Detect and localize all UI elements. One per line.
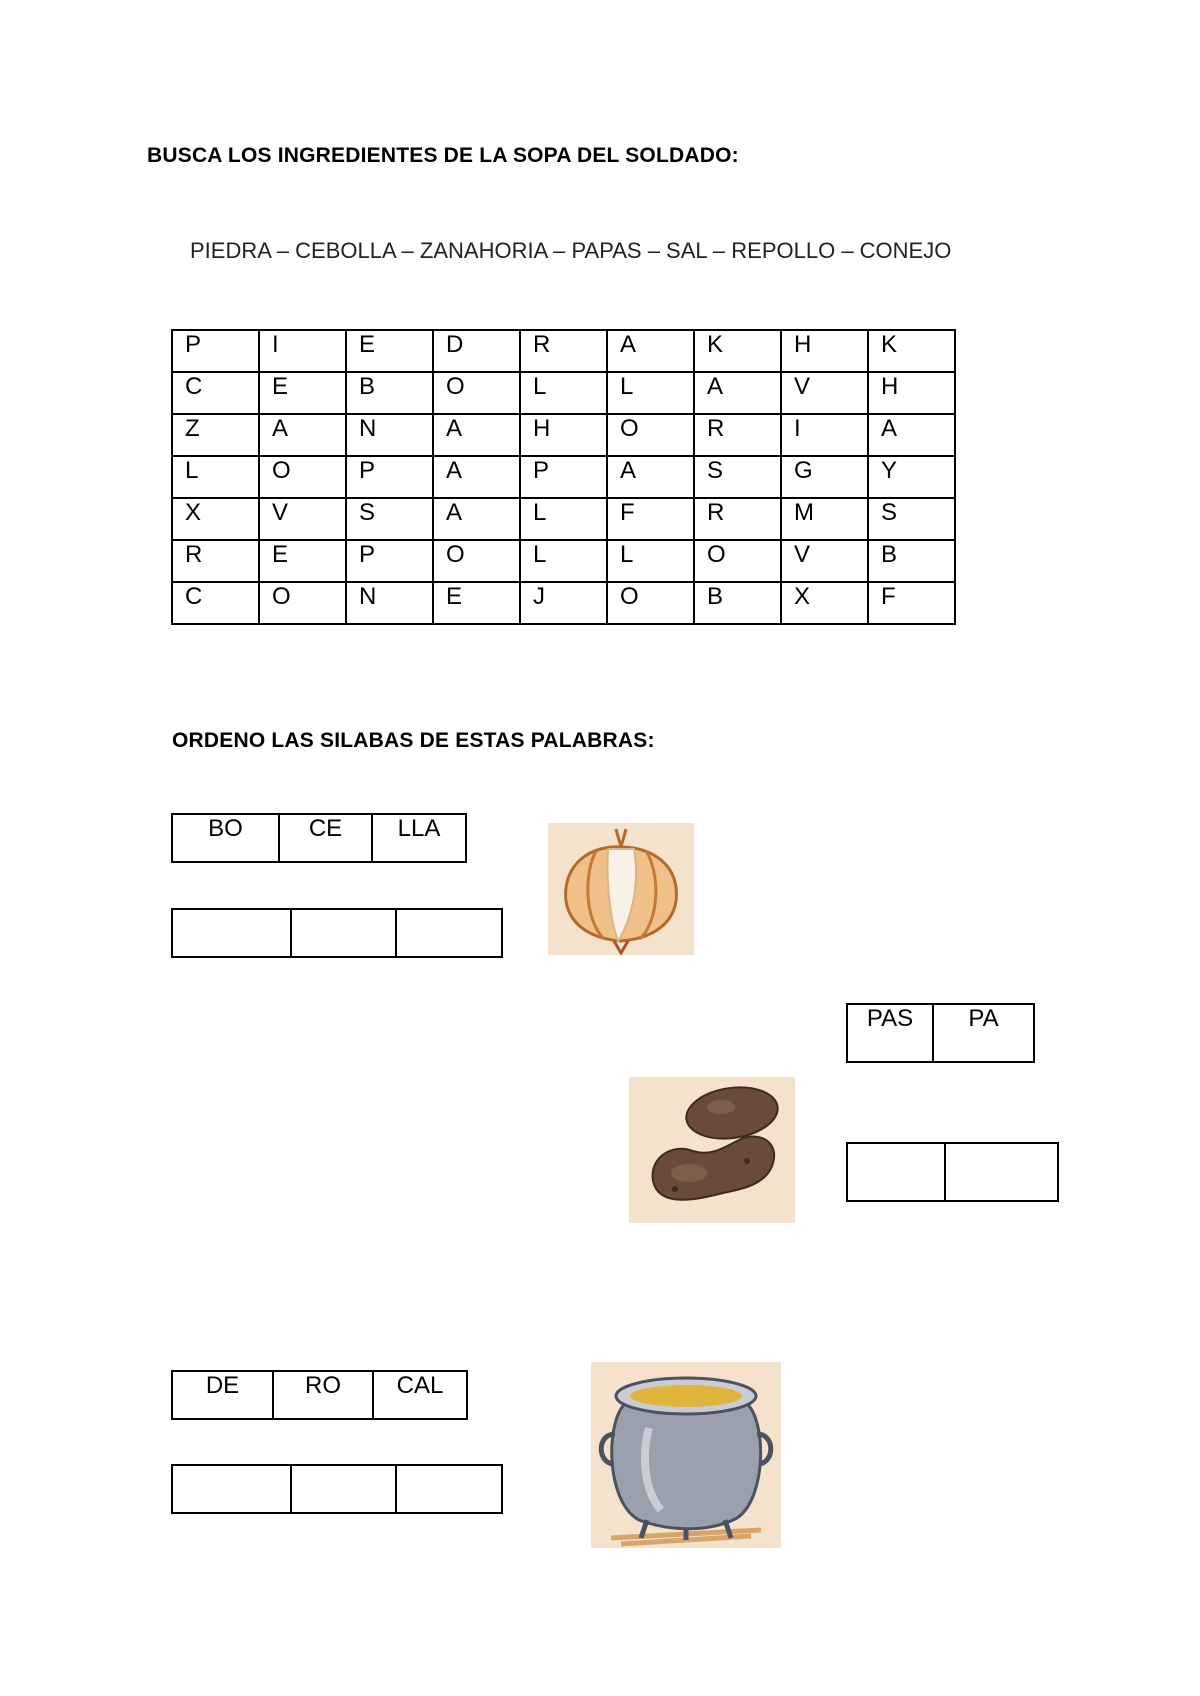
syllable-cell: DE xyxy=(172,1371,273,1419)
grid-letter[interactable]: O xyxy=(259,582,346,624)
grid-letter[interactable]: P xyxy=(172,330,259,372)
grid-letter[interactable]: D xyxy=(433,330,520,372)
grid-letter[interactable]: V xyxy=(781,540,868,582)
grid-letter[interactable]: B xyxy=(868,540,955,582)
grid-letter[interactable]: N xyxy=(346,582,433,624)
grid-letter[interactable]: O xyxy=(694,540,781,582)
grid-letter[interactable]: A xyxy=(868,414,955,456)
grid-letter[interactable]: C xyxy=(172,582,259,624)
grid-letter[interactable]: L xyxy=(172,456,259,498)
grid-letter[interactable]: I xyxy=(259,330,346,372)
grid-letter[interactable]: V xyxy=(259,498,346,540)
grid-row xyxy=(172,372,955,414)
grid-letter[interactable]: X xyxy=(172,498,259,540)
grid-letter[interactable]: J xyxy=(520,582,607,624)
answer-cell[interactable] xyxy=(945,1143,1058,1201)
grid-row xyxy=(172,582,955,624)
answer-cell[interactable] xyxy=(396,909,502,957)
grid-row xyxy=(172,498,955,540)
section-title-word-search: BUSCA LOS INGREDIENTES DE LA SOPA DEL SOLDADO: xyxy=(147,144,739,167)
syllable-cell: CAL xyxy=(373,1371,467,1419)
grid-letter[interactable]: Z xyxy=(172,414,259,456)
grid-letter[interactable]: O xyxy=(607,582,694,624)
syllable-boxes-1 xyxy=(171,813,467,863)
grid-letter[interactable]: M xyxy=(781,498,868,540)
grid-letter[interactable]: K xyxy=(868,330,955,372)
answer-cell[interactable] xyxy=(291,909,396,957)
grid-row xyxy=(172,540,955,582)
syllable-cell: LLA xyxy=(372,814,466,862)
answer-boxes-2 xyxy=(846,1142,1059,1202)
grid-letter[interactable]: H xyxy=(520,414,607,456)
grid-letter[interactable]: A xyxy=(607,456,694,498)
grid-letter[interactable]: E xyxy=(346,330,433,372)
answer-boxes-1 xyxy=(171,908,503,958)
section-title-syllables: ORDENO LAS SILABAS DE ESTAS PALABRAS: xyxy=(172,729,655,752)
answer-cell[interactable] xyxy=(396,1465,502,1513)
grid-letter[interactable]: P xyxy=(346,540,433,582)
cauldron-illustration xyxy=(591,1362,781,1548)
onion-illustration xyxy=(548,823,694,955)
answer-cell[interactable] xyxy=(847,1143,945,1201)
grid-letter[interactable]: A xyxy=(433,498,520,540)
grid-letter[interactable]: P xyxy=(346,456,433,498)
grid-letter[interactable]: S xyxy=(694,456,781,498)
answer-cell[interactable] xyxy=(291,1465,396,1513)
word-search-grid xyxy=(171,329,956,625)
grid-letter[interactable]: V xyxy=(781,372,868,414)
grid-letter[interactable]: L xyxy=(520,372,607,414)
grid-row xyxy=(172,456,955,498)
grid-letter[interactable]: E xyxy=(259,540,346,582)
grid-letter[interactable]: A xyxy=(259,414,346,456)
grid-letter[interactable]: S xyxy=(346,498,433,540)
grid-letter[interactable]: E xyxy=(259,372,346,414)
syllable-boxes-3 xyxy=(171,1370,468,1420)
grid-letter[interactable]: A xyxy=(433,456,520,498)
grid-letter[interactable]: B xyxy=(346,372,433,414)
syllable-cell: RO xyxy=(273,1371,373,1419)
grid-letter[interactable]: K xyxy=(694,330,781,372)
grid-letter[interactable]: O xyxy=(433,540,520,582)
grid-letter[interactable]: R xyxy=(172,540,259,582)
grid-letter[interactable]: R xyxy=(520,330,607,372)
grid-row xyxy=(172,330,955,372)
syllable-cell: PAS xyxy=(847,1004,933,1062)
grid-row xyxy=(172,414,955,456)
answer-cell[interactable] xyxy=(172,909,291,957)
grid-letter[interactable]: S xyxy=(868,498,955,540)
grid-letter[interactable]: R xyxy=(694,498,781,540)
answer-boxes-3 xyxy=(171,1464,503,1514)
grid-letter[interactable]: P xyxy=(520,456,607,498)
grid-letter[interactable]: G xyxy=(781,456,868,498)
syllable-cell: BO xyxy=(172,814,279,862)
grid-letter[interactable]: B xyxy=(694,582,781,624)
grid-letter[interactable]: L xyxy=(520,498,607,540)
grid-letter[interactable]: L xyxy=(607,372,694,414)
grid-letter[interactable]: O xyxy=(607,414,694,456)
potatoes-illustration xyxy=(629,1077,795,1223)
grid-letter[interactable]: N xyxy=(346,414,433,456)
answer-cell[interactable] xyxy=(172,1465,291,1513)
grid-letter[interactable]: H xyxy=(781,330,868,372)
word-list: PIEDRA – CEBOLLA – ZANAHORIA – PAPAS – SAL – REPOLLO – CONEJO xyxy=(190,238,952,263)
grid-letter[interactable]: R xyxy=(694,414,781,456)
grid-letter[interactable]: L xyxy=(607,540,694,582)
grid-letter[interactable]: A xyxy=(607,330,694,372)
grid-letter[interactable]: C xyxy=(172,372,259,414)
grid-letter[interactable]: I xyxy=(781,414,868,456)
grid-letter[interactable]: O xyxy=(433,372,520,414)
syllable-cell: CE xyxy=(279,814,372,862)
grid-letter[interactable]: A xyxy=(694,372,781,414)
grid-letter[interactable]: A xyxy=(433,414,520,456)
grid-letter[interactable]: F xyxy=(868,582,955,624)
grid-letter[interactable]: F xyxy=(607,498,694,540)
grid-letter[interactable]: L xyxy=(520,540,607,582)
grid-letter[interactable]: Y xyxy=(868,456,955,498)
grid-letter[interactable]: E xyxy=(433,582,520,624)
grid-letter[interactable]: H xyxy=(868,372,955,414)
syllable-cell: PA xyxy=(933,1004,1034,1062)
syllable-boxes-2 xyxy=(846,1003,1035,1063)
grid-letter[interactable]: X xyxy=(781,582,868,624)
grid-letter[interactable]: O xyxy=(259,456,346,498)
